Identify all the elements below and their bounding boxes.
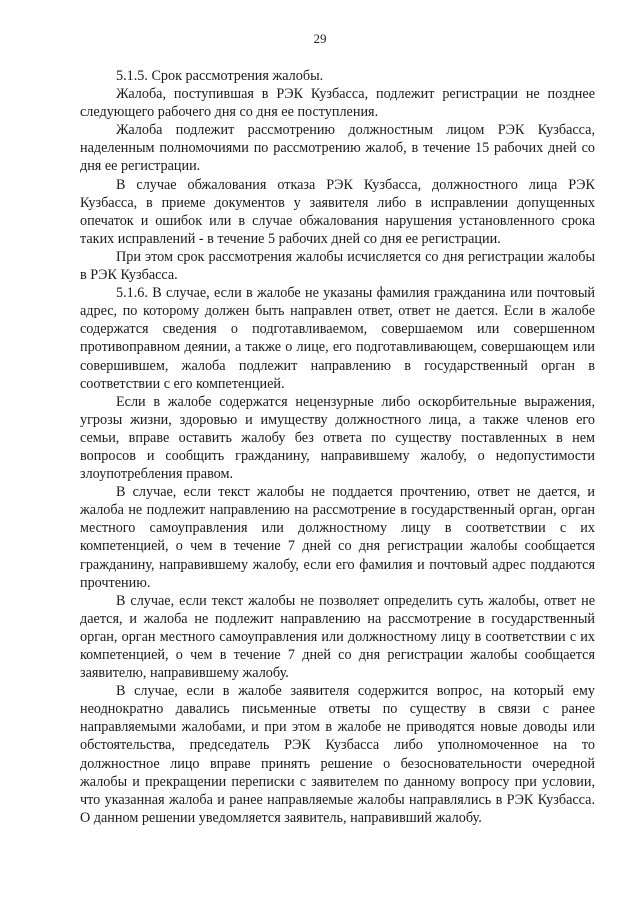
- paragraph-5-1-6-no-name-address: 5.1.6. В случае, если в жалобе не указаны фамилия гражданина или почтовый адрес, по которому должен быть направлен ответ, ответ не дается. Если в жалобе содержатся сведения о подготавливаемом, совершаемом или совершенном противоправном деянии, а также о лице, его подготавливающем, совершающем или совершившем, жалоба подлежит направлению в государственный орган в соответствии с его компетенцией.: [80, 285, 595, 392]
- paragraph-repeated-question: В случае, если в жалобе заявителя содержится вопрос, на который ему неоднократно давались письменные ответы по существу в связи с ранее направляемыми жалобами, и при этом в жалобе не приводятся новые доводы или обстоятельства, председатель РЭК Кузбасса либо уполномоченное на то должностное лицо вправе принять решение о безосновательности очередной жалобы и прекращении переписки с заявителем по данному вопросу при условии, что указанная жалоба и ранее направляемые жалобы направлялись в РЭК Кузбасса. О данном решении уведомляется заявитель, направивший жалобу.: [80, 683, 595, 826]
- paragraph-refusal-appeal-term: В случае обжалования отказа РЭК Кузбасса, должностного лица РЭК Кузбасса, в приеме документов у заявителя либо в исправлении допущенных опечаток и ошибок или в случае обжалования нарушения установленного срока таких исправлений - в течение 5 рабочих дней со дня ее регистрации.: [80, 176, 595, 247]
- document-body: [80, 67, 595, 827]
- paragraph-5-1-5-heading: 5.1.5. Срок рассмотрения жалобы.: [116, 68, 324, 84]
- paragraph-term-calculation: При этом срок рассмотрения жалобы исчисляется со дня регистрации жалобы в РЭК Кузбасса.: [80, 248, 595, 284]
- paragraph-registration-term: Жалоба, поступившая в РЭК Кузбасса, подлежит регистрации не позднее следующего рабочего дня со дня ее поступления.: [80, 86, 595, 121]
- paragraph-undeterminable-essence: В случае, если текст жалобы не позволяет определить суть жалобы, ответ не дается, и жалоба не подлежит направлению на рассмотрение в государственный орган, орган местного самоуправления или должностному лицу в соответствии с их компетенцией, о чем в течение 7 дней со дня регистрации жалобы сообщается заявителю, направившему жалобу.: [80, 592, 595, 682]
- paragraph-review-term: Жалоба подлежит рассмотрению должностным лицом РЭК Кузбасса, наделенным полномочиями по рассмотрению жалоб, в течение 15 рабочих дней со дня ее регистрации.: [80, 122, 595, 175]
- paragraph-obscene-language: Если в жалобе содержатся нецензурные либо оскорбительные выражения, угрозы жизни, здоровью и имуществу должностного лица, а также членов его семьи, вправе оставить жалобу без ответа по существу поставленных в нем вопросов и сообщить гражданину, направившему жалобу, о недопустимости злоупотребления правом.: [80, 393, 595, 483]
- paragraph-unreadable-text: В случае, если текст жалобы не поддается прочтению, ответ не дается, и жалоба не подлежит направлению на рассмотрение в государственный орган, орган местного самоуправления или должностному лицу в соответствии с их компетенцией, о чем в течение 7 дней со дня регистрации жалобы сообщается гражданину, направившему жалобу, если его фамилия и почтовый адрес поддаются прочтению.: [80, 484, 595, 591]
- page-number: 29: [313, 31, 327, 46]
